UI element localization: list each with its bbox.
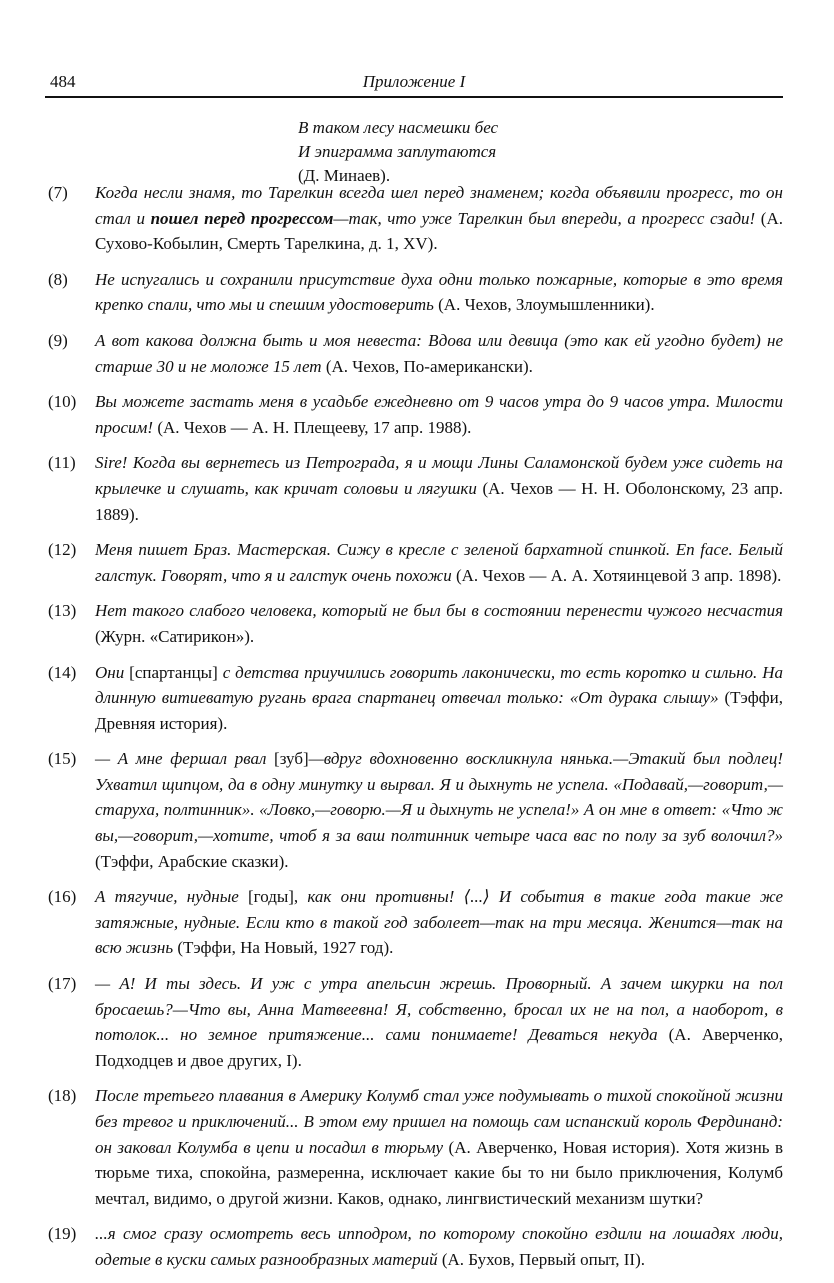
example-number: (14) [48, 662, 77, 682]
quote-text: — А мне фершал рвал [95, 749, 267, 769]
quote-text: А тягучие, нудные [95, 887, 239, 907]
citation-text: (Журн. «Сатирикон»). [95, 626, 255, 646]
quote-text: Вы можете застать меня в усадьбе ежедневно от 9 часов утра до 9 часов утра. Милости просим! [95, 392, 783, 437]
citation-text: (А. Чехов — А. Н. Плещееву, 17 апр. 1988). [153, 417, 472, 437]
example-item [48, 328, 783, 379]
example-item [48, 389, 783, 440]
quote-text: Sire! Когда вы вернетесь из Петрограда, я и мощи Лины Саламонской будем уже сидеть на крылечке и слушать, как кричат соловьи и лягушки [95, 453, 783, 498]
citation-text: [годы], [238, 887, 308, 907]
example-number: (12) [48, 540, 77, 560]
example-item [48, 537, 783, 588]
citation-text: (Тэффи, Древняя история). [95, 688, 783, 733]
quote-text: —так, что уже Тарелкин был впереди, а прогресс сзади! [333, 208, 756, 228]
example-number: (19) [48, 1224, 77, 1244]
page-header [45, 72, 783, 98]
example-item [48, 450, 783, 527]
quote-text: Не испугались и сохранили присутствие духа одни только пожарные, которые в это время крепко спали, что мы и спешим удостоверить [95, 269, 783, 315]
citation-text: [спартанцы] [124, 662, 223, 682]
citation-text: (А. Аверченко, Подходцев и двое других, I). [95, 1025, 783, 1070]
citation-text: (А. Бухов, Первый опыт, II). [437, 1249, 646, 1269]
quote-text: —вдруг вдохновенно воскликнула нянька.—Этакий был подлец! Ухватил щипцом, да в одну минутку и вырвал. Я и дыхнуть не успела. «Подавай,—говорит,—старуха, полтинник». «Ловко,—говорю.—Я и дыхнуть не успела!» А он мне в ответ: «Что ж вы,—говорит,—хотите, чтоб я за ваш полтинник четыре часа вас по полу за зуб волочил?» [95, 749, 783, 846]
quote-text: ...я смог сразу осмотреть весь ипподром, по которому спокойно ездили на лошадях люди, одетые в куски самых разнообразных материй [95, 1224, 783, 1269]
example-item [48, 660, 783, 737]
example-number: (9) [48, 330, 68, 350]
example-number: (11) [48, 453, 76, 473]
poem-quote [298, 116, 498, 188]
poem-source: (Д. Минаев). [298, 166, 391, 185]
citation-text: (Тэффи, Арабские сказки). [95, 851, 289, 871]
example-item [48, 746, 783, 874]
example-number: (7) [48, 183, 68, 202]
example-item [48, 1083, 783, 1211]
example-number: (17) [48, 974, 77, 994]
example-number: (16) [48, 887, 77, 907]
citation-text: [зуб] [266, 749, 309, 769]
example-item [48, 884, 783, 961]
quote-text: — А! И ты здесь. И уж с утра апельсин жрешь. Проворный. А зачем шкурки на пол бросаешь?—Что вы, Анна Матвеевна! Я, собственно, бросал их не на пол, а наоборот, в потолок... но земное притяжение... сами понимаете! Деваться некуда [95, 974, 783, 1045]
poem-line: И эпиграмма заплутаются [298, 142, 497, 161]
quote-text: Они [95, 662, 125, 682]
poem-line: В таком лесу насмешки бес [298, 118, 499, 137]
example-number: (18) [48, 1086, 77, 1106]
quote-text: Когда несли знамя, то Тарелкин всегда шел перед знаменем; когда объявили прогресс, то он стал и [95, 183, 783, 228]
citation-text: (А. Чехов, По-американски). [321, 356, 533, 376]
example-item [48, 1221, 783, 1272]
citation-text: (А. Аверченко, Новая история). Хотя жизнь в тюрьме тиха, спокойна, размеренна, исключает какие бы то ни было приключения, Колумб мечтал, видимо, о другой жизни. Каков, однако, лингвистический механизм шутки? [95, 1137, 783, 1208]
example-number: (13) [48, 601, 77, 621]
page-number: 484 [50, 72, 76, 91]
quote-text: Меня пишет Браз. Мастерская. Сижу в кресле с зеленой бархатной спинкой. En face. Белый галстук. Говорят, что я и галстук очень похожи [95, 540, 783, 585]
quote-text: А вот какова должна быть и моя невеста: Вдова или девица (это как ей угодно будет) не старше 30 и не моложе 15 лет [95, 330, 783, 376]
citation-text: (Тэффи, На Новый, 1927 год). [173, 938, 394, 958]
citation-text: (А. Сухово-Кобылин, Смерть Тарелкина, д. 1, XV). [95, 208, 783, 254]
citation-text: (А. Чехов — Н. Н. Оболонскому, 23 апр. 1889). [95, 478, 783, 524]
citation-text: (А. Чехов, Злоумышленники). [433, 295, 655, 315]
quote-text: После третьего плавания в Америку Колумб стал уже подумывать о тихой спокойной жизни без тревог и приключений... В этом ему пришел на помощь сам испанский король Фердинанд: он заковал Колумба в цепи и посадил в тюрьму [95, 1086, 783, 1157]
quote-text: Нет такого слабого человека, который не был бы в состоянии перенести чужого несчастия [95, 601, 783, 621]
running-title: Приложение I [362, 72, 466, 91]
quote-text: как они противны! ⟨...⟩ И события в такие года такие же затяжные, нудные. Если кто в такой год заболеет—так на три месяца. Женится—так на всю жизнь [95, 887, 783, 958]
example-number: (15) [48, 749, 77, 769]
quote-text: с детства приучились говорить лаконически, то есть коротко и сильно. На длинную витиеватую ругань врага спартанец отвечал только: «От дурака слышу» [95, 662, 783, 708]
quote-text: пошел перед прогрессом [150, 208, 334, 228]
example-number: (10) [48, 392, 77, 412]
example-item [48, 971, 783, 1073]
example-list [48, 180, 783, 1283]
example-number: (8) [48, 269, 68, 289]
example-item [48, 267, 783, 318]
example-item [48, 180, 783, 257]
example-item [48, 598, 783, 649]
citation-text: (А. Чехов — А. А. Хотяинцевой 3 апр. 1898). [451, 565, 782, 585]
